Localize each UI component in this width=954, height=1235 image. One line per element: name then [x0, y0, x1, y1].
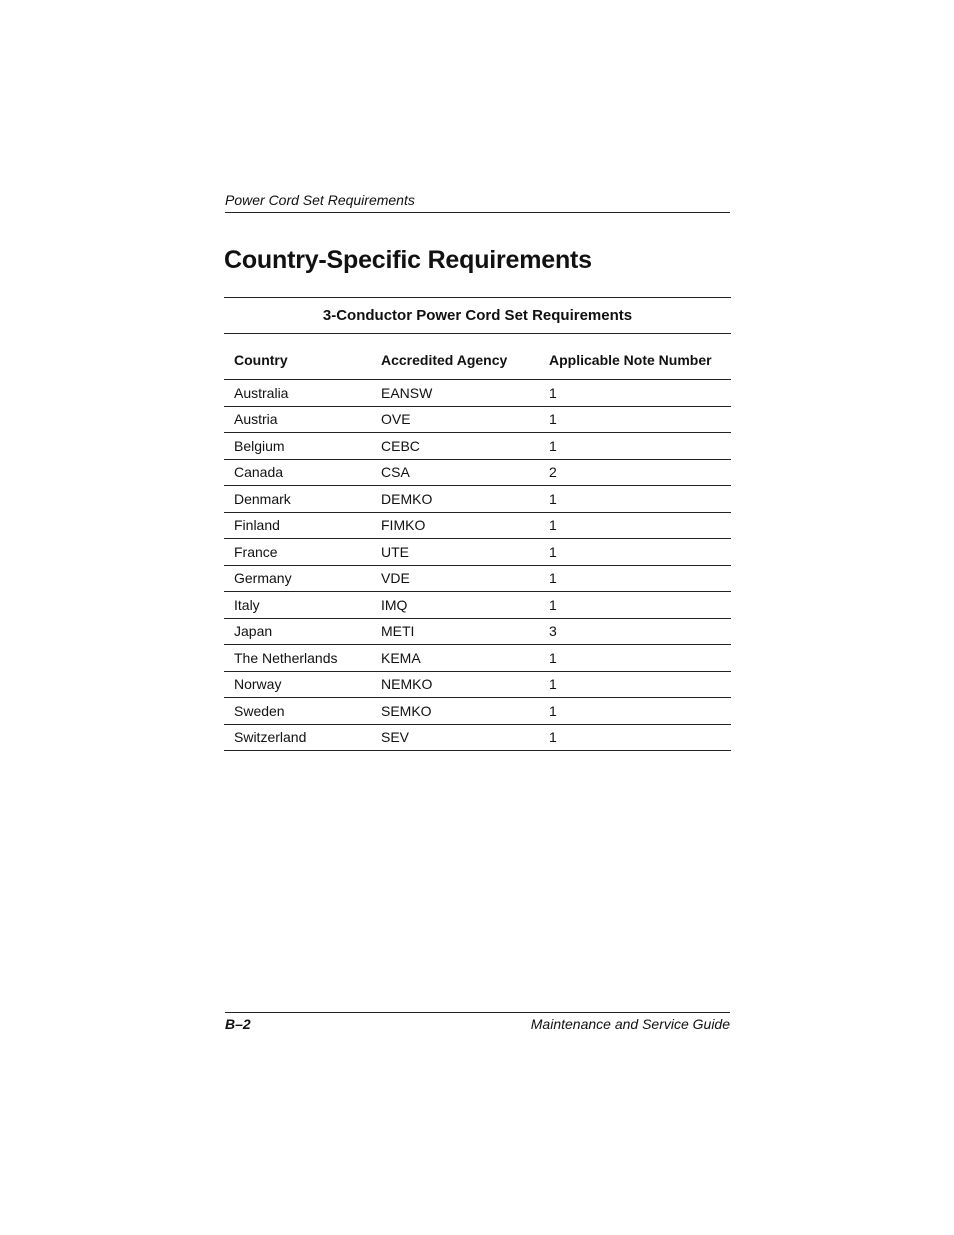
cell-note-number: 1 [539, 565, 731, 592]
cell-note-number: 1 [539, 539, 731, 566]
power-cord-requirements-table [224, 297, 731, 751]
cell-note-number: 1 [539, 380, 731, 407]
table-caption: 3-Conductor Power Cord Set Requirements [224, 298, 731, 334]
table-row [224, 380, 731, 407]
cell-agency: METI [371, 618, 539, 645]
cell-agency: FIMKO [371, 512, 539, 539]
cell-country: Austria [224, 406, 371, 433]
page-title: Country-Specific Requirements [224, 246, 592, 274]
table-row [224, 618, 731, 645]
footer-guide-title: Maintenance and Service Guide [530, 1016, 730, 1032]
table-row [224, 645, 731, 672]
column-header-country: Country [224, 334, 371, 380]
cell-agency: NEMKO [371, 671, 539, 698]
table-header-row [224, 334, 731, 380]
cell-country: Sweden [224, 698, 371, 725]
cell-agency: CEBC [371, 433, 539, 460]
cell-country: Denmark [224, 486, 371, 513]
cell-country: Switzerland [224, 724, 371, 751]
cell-agency: UTE [371, 539, 539, 566]
table-row [224, 671, 731, 698]
cell-country: Norway [224, 671, 371, 698]
cell-agency: DEMKO [371, 486, 539, 513]
cell-country: Australia [224, 380, 371, 407]
cell-agency: VDE [371, 565, 539, 592]
cell-agency: OVE [371, 406, 539, 433]
column-header-note-number: Applicable Note Number [539, 334, 731, 380]
table-caption-row [224, 298, 731, 334]
cell-country: The Netherlands [224, 645, 371, 672]
cell-note-number: 1 [539, 671, 731, 698]
cell-country: France [224, 539, 371, 566]
column-header-agency: Accredited Agency [371, 334, 539, 380]
running-header-title: Power Cord Set Requirements [225, 192, 415, 208]
cell-note-number: 3 [539, 618, 731, 645]
table-row [224, 724, 731, 751]
cell-agency: IMQ [371, 592, 539, 619]
cell-note-number: 2 [539, 459, 731, 486]
table-row [224, 459, 731, 486]
cell-note-number: 1 [539, 645, 731, 672]
running-footer [225, 1012, 730, 1033]
cell-country: Germany [224, 565, 371, 592]
table-row [224, 406, 731, 433]
cell-note-number: 1 [539, 433, 731, 460]
table-row [224, 698, 731, 725]
table-row [224, 565, 731, 592]
cell-note-number: 1 [539, 406, 731, 433]
cell-country: Finland [224, 512, 371, 539]
cell-note-number: 1 [539, 724, 731, 751]
cell-note-number: 1 [539, 698, 731, 725]
cell-note-number: 1 [539, 486, 731, 513]
cell-agency: CSA [371, 459, 539, 486]
cell-agency: SEV [371, 724, 539, 751]
cell-agency: EANSW [371, 380, 539, 407]
cell-country: Italy [224, 592, 371, 619]
table-row [224, 539, 731, 566]
cell-country: Canada [224, 459, 371, 486]
footer-page-number: B–2 [225, 1016, 251, 1032]
table-row [224, 592, 731, 619]
cell-agency: KEMA [371, 645, 539, 672]
cell-note-number: 1 [539, 592, 731, 619]
table-row [224, 433, 731, 460]
running-header [225, 191, 730, 213]
cell-note-number: 1 [539, 512, 731, 539]
table-row [224, 512, 731, 539]
table-body [224, 380, 731, 751]
table-row [224, 486, 731, 513]
cell-agency: SEMKO [371, 698, 539, 725]
cell-country: Belgium [224, 433, 371, 460]
cell-country: Japan [224, 618, 371, 645]
